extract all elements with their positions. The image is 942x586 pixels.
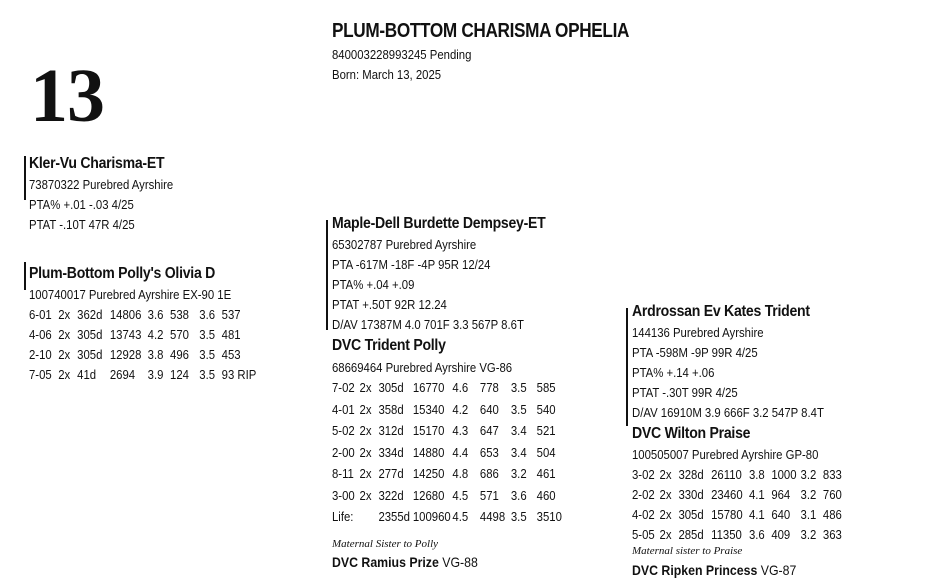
third-dam-record-cell: 5-05 [632, 527, 655, 542]
maternal-granddam-record-cell: 4.2 [452, 401, 469, 417]
maternal-granddam-record-cell: 15170 [412, 423, 445, 438]
third-dam-record-cell: 964 [771, 487, 791, 502]
dam-record-cell: 2x [58, 347, 71, 362]
maternal-granddam-record-cell: 461 [536, 466, 556, 481]
third-dam-sister [632, 562, 796, 578]
dam-record-cell: 2-10 [29, 347, 52, 362]
dam-record-cell: 305d [77, 327, 103, 342]
maternal-granddam-record-cell: 3.6 [510, 487, 527, 503]
third-dam-record-cell: 409 [771, 527, 791, 542]
maternal-granddam-record-cell: 521 [536, 423, 556, 438]
maternal-granddam-record-cell: 3510 [536, 509, 562, 524]
maternal-granddam-record-cell: 647 [479, 423, 499, 438]
third-dam-record-cell: 330d [678, 487, 704, 502]
maternal-granddam-record-cell: 16770 [412, 380, 445, 395]
third-dam-record-cell: 760 [822, 487, 842, 502]
third-dam-record-cell: 4.1 [748, 487, 765, 502]
dam-record-cell: 3.8 [147, 347, 164, 362]
maternal-granddam-record-cell: 640 [479, 401, 499, 417]
maternal-granddam-record-cell: 2-00 [332, 444, 355, 460]
dam-record-cell: 13743 [109, 327, 142, 342]
maternal-grandsire-pta-percent: PTA% +.04 +.09 [332, 277, 415, 292]
third-dam-sister-note: Maternal sister to Praise [632, 545, 743, 557]
third-dam-record-cell: 2x [659, 527, 672, 542]
third-dam-record-cell: 3.2 [800, 487, 817, 502]
third-dam-records [632, 465, 849, 545]
maternal-granddam-record-cell: 4.8 [452, 466, 469, 481]
maternal-granddam-record-row [332, 420, 562, 442]
dam-record-row [29, 305, 247, 325]
maternal-granddam-record-cell: 277d [378, 466, 404, 481]
dam-record-cell: 3.5 [199, 347, 216, 362]
maternal-granddam-record-cell: 14250 [412, 466, 445, 481]
third-dam-record-cell: 3-02 [632, 467, 655, 482]
maternal-granddam-sister-grade: VG-88 [442, 554, 478, 570]
dam-record-cell: 12928 [109, 347, 142, 362]
third-dam-sister-name: DVC Ripken Princess [632, 562, 758, 578]
third-dam-record-cell: 26110 [711, 467, 742, 482]
maternal-granddam-record-cell: 4.5 [452, 487, 469, 503]
dam-record-cell: 7-05 [29, 367, 52, 382]
third-sire-pta-percent: PTA% +.14 +.06 [632, 365, 715, 380]
maternal-granddam-record-cell: 2x [359, 466, 372, 481]
third-dam-record-cell: 305d [678, 507, 704, 522]
maternal-granddam-record-cell: 2x [359, 401, 372, 417]
dam-record-cell: 2x [58, 367, 71, 382]
dam-record-cell: 3.5 [199, 327, 216, 342]
dam-record-cell: 3.5 [199, 367, 216, 382]
maternal-granddam-record-cell: 3-00 [332, 487, 355, 503]
third-dam-record-row [632, 525, 849, 545]
third-dam-record-cell: 1000 [771, 467, 797, 482]
maternal-granddam-record-cell: 4.4 [452, 444, 469, 460]
maternal-granddam-name: DVC Trident Polly [332, 337, 446, 354]
maternal-granddam-record-cell: 14880 [412, 444, 445, 460]
maternal-granddam-sister [332, 554, 478, 570]
maternal-granddam-sister-note: Maternal Sister to Polly [332, 538, 439, 550]
dam-record-cell: 2x [58, 307, 71, 322]
dam-record-cell: 481 [221, 327, 241, 342]
dam-record-cell: 538 [170, 307, 189, 322]
maternal-granddam-sister-name: DVC Ramius Prize [332, 554, 439, 570]
dam-record-cell: 124 [170, 367, 189, 382]
maternal-granddam-record-cell: 3.4 [510, 444, 527, 460]
third-dam-record-cell: 23460 [711, 487, 743, 502]
dam-record-row [29, 325, 247, 345]
dam-record-cell: 4-06 [29, 327, 52, 342]
maternal-granddam-record-row [332, 463, 562, 485]
maternal-granddam-record-cell: 3.5 [510, 401, 527, 417]
dam-registration: 100740017 Purebred Ayrshire EX-90 1E [29, 287, 232, 302]
dam-record-cell: 4.2 [147, 327, 164, 342]
third-dam-record-cell: 486 [822, 507, 842, 522]
maternal-granddam-records [332, 377, 562, 528]
dam-record-cell: 14806 [109, 307, 142, 322]
third-dam-record-cell: 3.1 [800, 507, 817, 522]
maternal-granddam-record-cell: 358d [378, 401, 404, 417]
maternal-grandsire-dam-average: D/AV 17387M 4.0 701F 3.3 567P 8.6T [332, 317, 524, 332]
third-dam-record-cell: 2x [659, 487, 672, 502]
dam-record-cell: 496 [170, 347, 189, 362]
third-sire-ptat: PTAT -.30T 99R 4/25 [632, 385, 738, 400]
dam-name: Plum-Bottom Polly's Olivia D [29, 265, 216, 282]
maternal-granddam-registration: 68669464 Purebred Ayrshire VG-86 [332, 360, 513, 375]
maternal-granddam-record-cell: 3.5 [510, 380, 527, 395]
maternal-granddam-record-cell: 4498 [479, 509, 506, 524]
maternal-granddam-record-cell: 7-02 [332, 380, 355, 395]
third-dam-record-cell: 4-02 [632, 507, 655, 522]
third-dam-record-cell: 363 [822, 527, 842, 542]
third-dam-sister-grade: VG-87 [760, 562, 797, 578]
maternal-granddam-record-cell: 334d [378, 444, 404, 460]
dam-record-cell: 93 RIP [221, 367, 257, 382]
maternal-granddam-record-cell: 100960 [412, 509, 451, 524]
dam-record-row [29, 365, 257, 385]
animal-registration: 840003228993245 Pending [332, 47, 472, 62]
maternal-grandsire-registration: 65302787 Purebred Ayrshire [332, 237, 477, 252]
third-dam-record-cell: 4.1 [748, 507, 765, 522]
animal-name: PLUM-BOTTOM CHARISMA OPHELIA [332, 20, 630, 42]
third-dam-record-cell: 328d [678, 467, 704, 482]
maternal-granddam-record-cell: 2x [359, 487, 372, 503]
maternal-granddam-record-cell: 4.6 [452, 380, 469, 395]
maternal-granddam-record-cell: 3.4 [510, 423, 527, 438]
maternal-granddam-record-row [332, 399, 562, 421]
lot-number: 13 [30, 54, 104, 138]
maternal-granddam-record-cell: 504 [536, 444, 556, 460]
maternal-granddam-record-row [332, 377, 562, 399]
dam-record-cell: 6-01 [29, 307, 52, 322]
maternal-granddam-record-cell: 2x [359, 423, 372, 438]
maternal-granddam-record-row [332, 442, 562, 464]
third-dam-record-row [632, 465, 849, 485]
sire-bracket [24, 156, 26, 200]
third-sire-name: Ardrossan Ev Kates Trident [632, 303, 810, 320]
dam-record-cell: 362d [77, 307, 103, 322]
third-sire-registration: 144136 Purebred Ayrshire [632, 325, 764, 340]
maternal-granddam-record-cell: 540 [536, 401, 556, 417]
third-dam-registration: 100505007 Purebred Ayrshire GP-80 [632, 447, 819, 462]
maternal-granddam-record-cell: 8-11 [332, 466, 354, 481]
third-dam-record-cell: 285d [678, 527, 704, 542]
maternal-grandsire-bracket [326, 220, 328, 330]
maternal-granddam-record-cell: 312d [378, 423, 404, 438]
third-dam-record-cell: 2-02 [632, 487, 655, 502]
maternal-granddam-record-cell: 2x [359, 444, 372, 460]
maternal-granddam-record-cell: 686 [479, 466, 499, 481]
maternal-granddam-record-cell: 322d [378, 487, 404, 503]
maternal-granddam-record-cell: Life: [332, 509, 354, 524]
maternal-granddam-record-cell: 4-01 [332, 401, 355, 417]
third-dam-record-cell: 2x [659, 467, 672, 482]
sire-registration: 73870322 Purebred Ayrshire [29, 177, 174, 192]
dam-record-cell: 3.6 [199, 307, 216, 322]
maternal-grandsire-pta: PTA -617M -18F -4P 95R 12/24 [332, 257, 491, 272]
dam-record-cell: 305d [77, 347, 103, 362]
dam-bracket [24, 262, 26, 290]
dam-record-cell: 41d [77, 367, 97, 382]
third-dam-name: DVC Wilton Praise [632, 425, 751, 442]
third-dam-record-cell: 3.8 [748, 467, 765, 482]
maternal-granddam-record-cell: 2355d [378, 509, 410, 524]
third-dam-record-cell: 11350 [711, 527, 742, 542]
dam-record-row [29, 345, 247, 365]
third-dam-record-cell: 640 [771, 507, 791, 522]
third-dam-record-cell: 3.6 [748, 527, 765, 542]
maternal-granddam-record-cell: 460 [536, 487, 556, 503]
third-dam-record-cell: 15780 [711, 507, 743, 522]
maternal-granddam-record-cell: 305d [378, 380, 404, 395]
third-sire-pta: PTA -598M -9P 99R 4/25 [632, 345, 758, 360]
dam-record-cell: 570 [170, 327, 189, 342]
third-dam-record-row [632, 505, 849, 525]
maternal-granddam-record-cell: 12680 [412, 487, 445, 503]
maternal-granddam-record-row [332, 485, 562, 507]
maternal-granddam-record-row [332, 506, 562, 528]
maternal-granddam-record-cell: 5-02 [332, 423, 355, 438]
maternal-granddam-record-cell: 778 [479, 380, 499, 395]
third-dam-record-cell: 3.2 [800, 467, 817, 482]
maternal-granddam-record-cell: 4.5 [452, 509, 469, 524]
dam-record-cell: 3.9 [147, 367, 164, 382]
dam-records [29, 305, 257, 385]
maternal-granddam-record-cell: 653 [479, 444, 499, 460]
animal-birth-date: Born: March 13, 2025 [332, 67, 442, 82]
sire-ptat: PTAT -.10T 47R 4/25 [29, 217, 135, 232]
third-dam-record-cell: 3.2 [800, 527, 817, 542]
third-dam-record-cell: 833 [822, 467, 842, 482]
maternal-granddam-record-cell: 585 [536, 380, 556, 395]
maternal-granddam-record-cell: 15340 [412, 401, 445, 417]
sire-pta-percent: PTA% +.01 -.03 4/25 [29, 197, 134, 212]
dam-record-cell: 3.6 [147, 307, 164, 322]
maternal-grandsire-ptat: PTAT +.50T 92R 12.24 [332, 297, 447, 312]
dam-record-cell: 2x [58, 327, 71, 342]
third-dam-record-cell: 2x [659, 507, 672, 522]
maternal-granddam-record-cell: 571 [479, 487, 499, 503]
dam-record-cell: 453 [221, 347, 241, 362]
dam-record-cell: 537 [221, 307, 241, 322]
maternal-granddam-record-cell: 3.2 [510, 466, 527, 481]
maternal-granddam-record-cell: 3.5 [510, 509, 527, 524]
dam-record-cell: 2694 [109, 367, 136, 382]
third-sire-dam-average: D/AV 16910M 3.9 666F 3.2 547P 8.4T [632, 405, 824, 420]
third-dam-record-row [632, 485, 849, 505]
third-sire-bracket [626, 308, 628, 426]
maternal-granddam-record-cell: 4.3 [452, 423, 469, 438]
maternal-granddam-record-cell: 2x [359, 380, 372, 395]
sire-name: Kler-Vu Charisma-ET [29, 155, 165, 172]
maternal-grandsire-name: Maple-Dell Burdette Dempsey-ET [332, 215, 546, 232]
